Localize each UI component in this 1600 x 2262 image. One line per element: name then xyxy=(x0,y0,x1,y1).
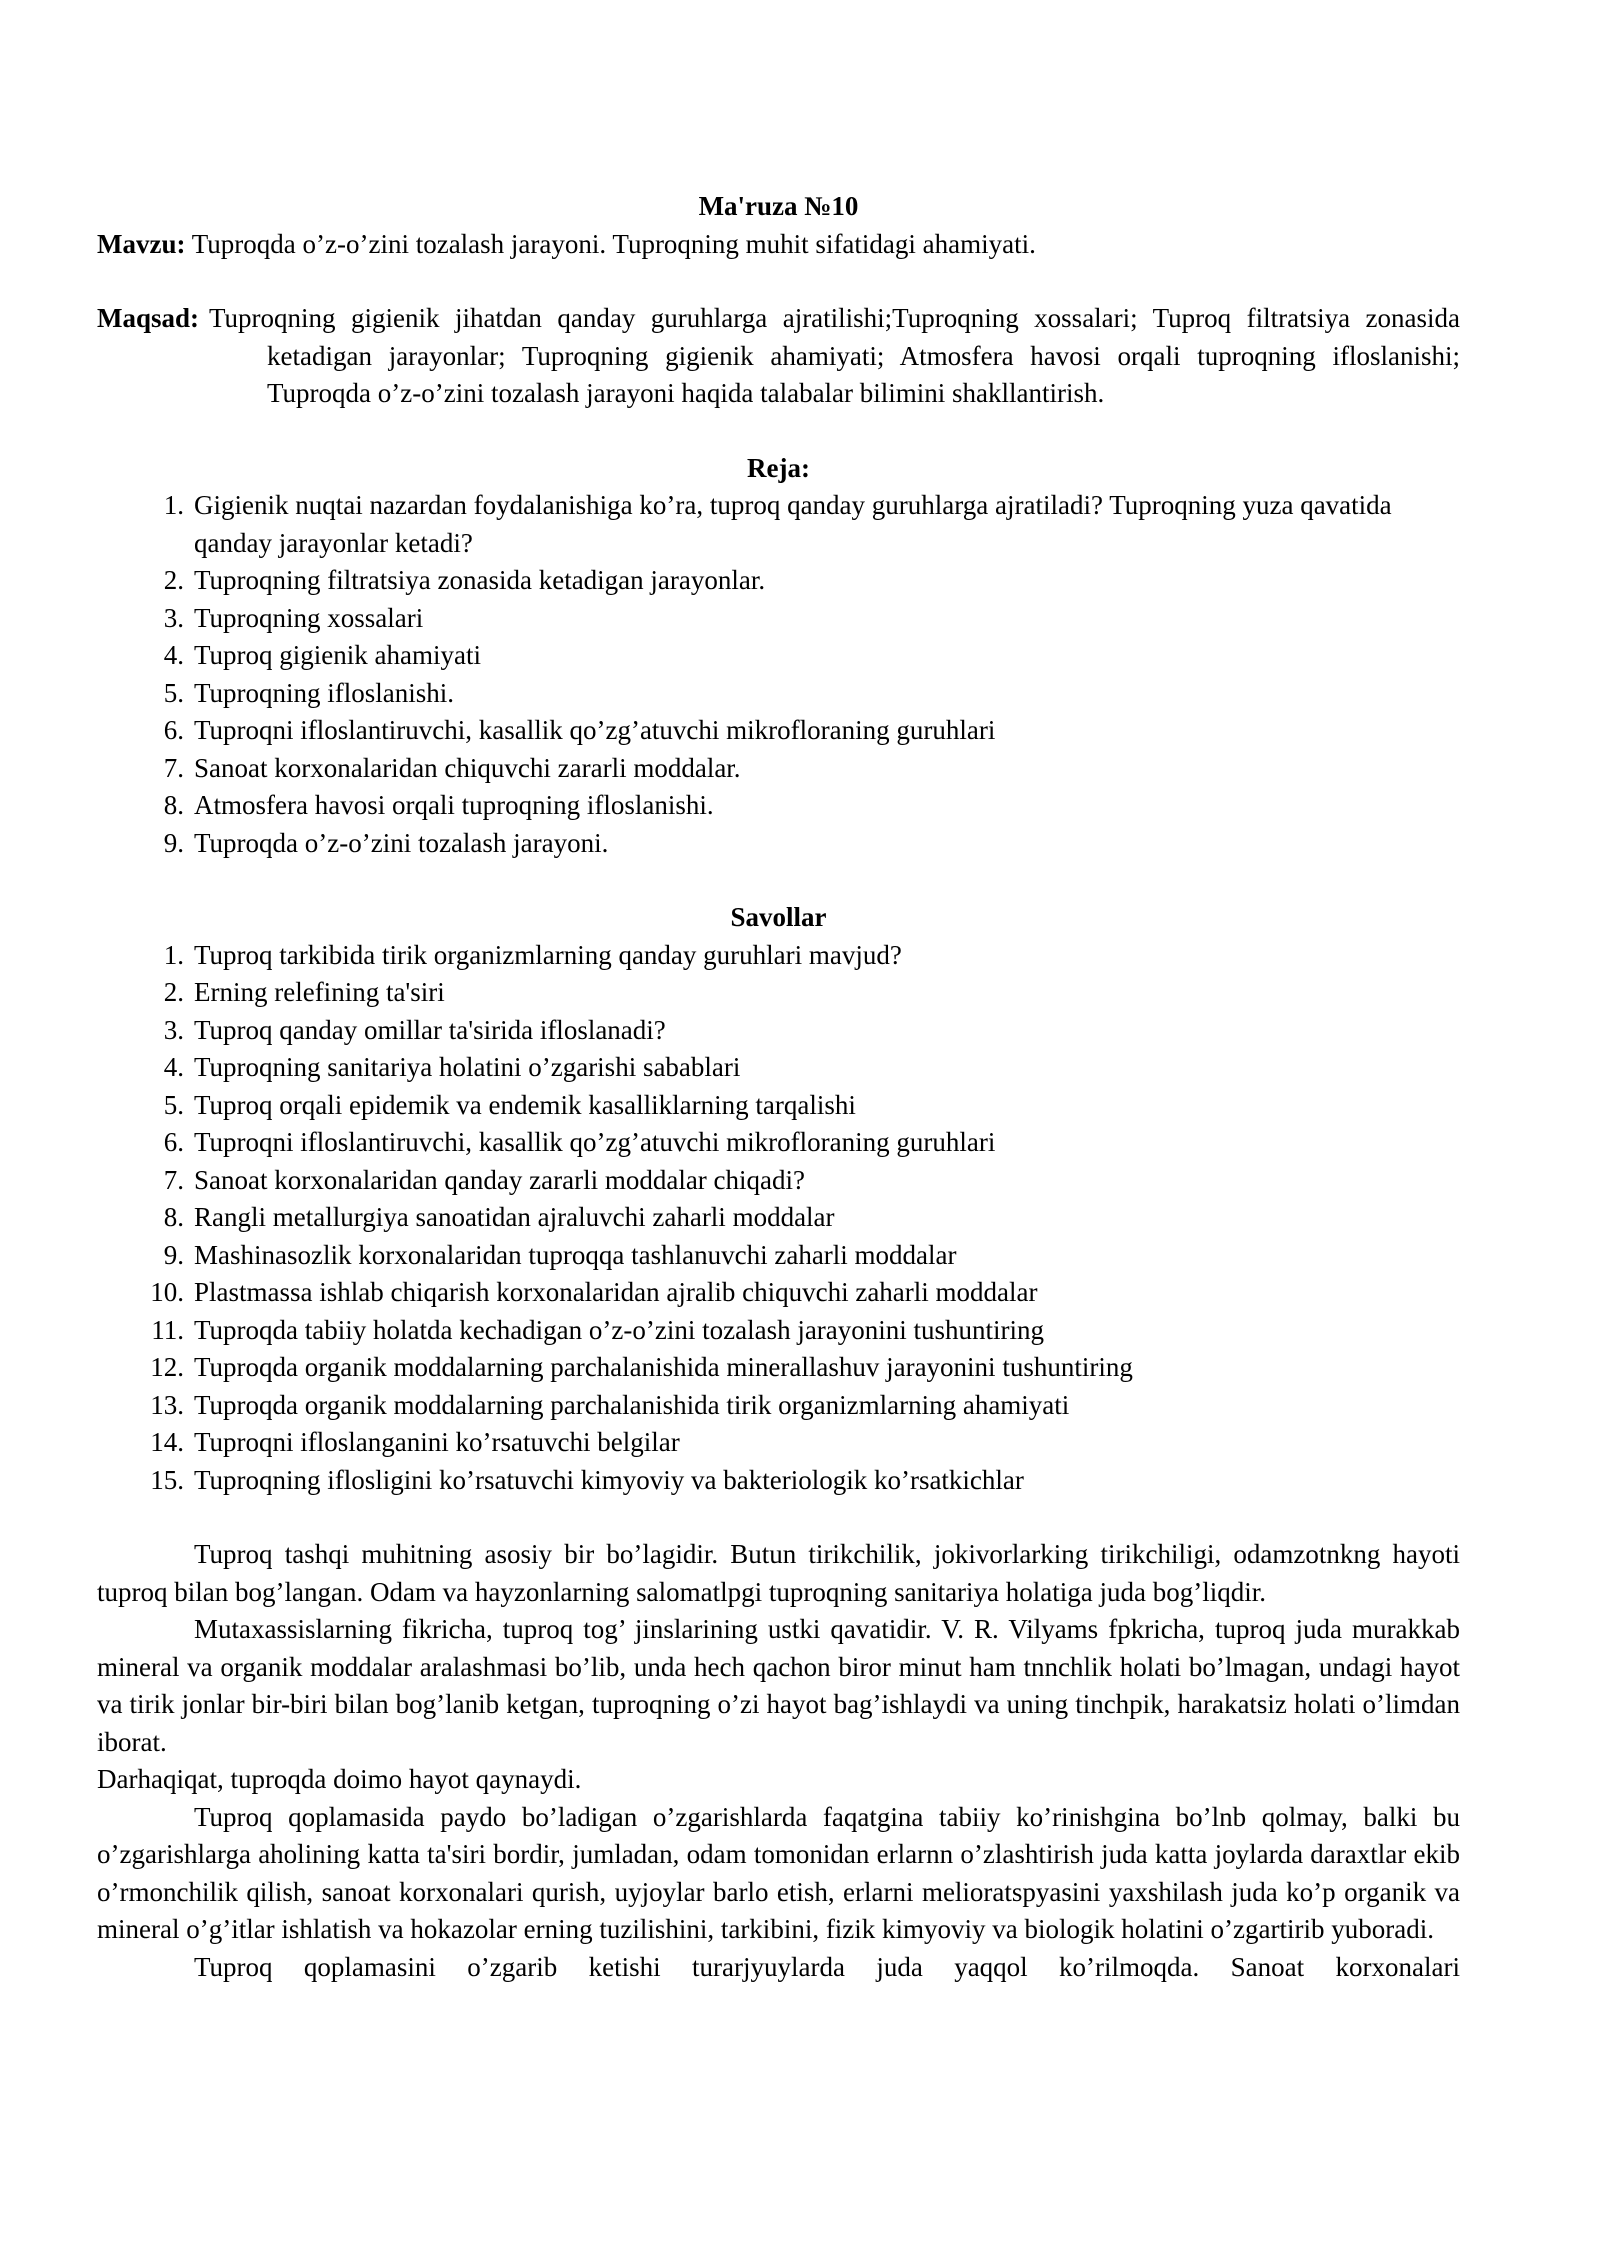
plan-item-number: 4. xyxy=(163,640,184,670)
plan-item-text: Tuproqning ifloslanishi. xyxy=(194,677,455,708)
plan-item xyxy=(97,487,1460,562)
question-item-number: 3. xyxy=(163,1014,184,1045)
body-paragraph: Darhaqiqat, tuproqda doimo hayot qaynaydi. xyxy=(97,1764,582,1794)
plan-item-text: Gigienik nuqtai nazardan foydalanishiga ko’ra, tuproq qanday guruhlarga ajratiladi? Tuproqning yuza qavatida qanday jarayonlar ketadi? xyxy=(194,490,1392,558)
plan-heading: Reja: xyxy=(747,452,810,483)
question-item xyxy=(97,1124,1460,1162)
plan-item-text: Atmosfera havosi orqali tuproqning ifloslanishi. xyxy=(194,790,714,820)
question-item-text: Tuproqning iflosligini ko’rsatuvchi kimyoviy va bakteriologik ko’rsatkichlar xyxy=(194,1464,1024,1495)
question-item-text: Tuproqni ifloslantiruvchi, kasallik qo’zg’atuvchi mikrofloraning guruhlari xyxy=(194,1127,996,1157)
question-item-text: Tuproqni ifloslanganini ko’rsatuvchi belgilar xyxy=(194,1427,680,1457)
question-item-text: Plastmassa ishlab chiqarish korxonalaridan ajralib chiquvchi zaharli moddalar xyxy=(194,1277,1038,1307)
question-item xyxy=(97,1012,1460,1050)
question-item xyxy=(97,1387,1460,1425)
question-item xyxy=(97,937,1460,975)
goal-paragraph xyxy=(97,300,1460,413)
plan-item xyxy=(97,787,1460,825)
plan-item-text: Tuproqda o’z-o’zini tozalash jarayoni. xyxy=(194,827,609,858)
plan-item xyxy=(97,750,1460,788)
question-item xyxy=(97,1312,1460,1350)
question-item xyxy=(97,1349,1460,1387)
question-item-text: Tuproq tarkibida tirik organizmlarning qanday guruhlari mavjud? xyxy=(194,939,902,970)
plan-item xyxy=(97,675,1460,713)
body-paragraph: Tuproq tashqi muhitning asosiy bir bo’lagidir. Butun tirikchilik, jokivorlarking tirikchiligi, odamzotnkng hayoti tuproq bilan bog’langan. Odam va hayzonlarning salomatlpgi tuproqning sanitariya holatiga juda bog’liqdir. xyxy=(97,1539,1460,1607)
question-item-text: Tuproq orqali epidemik va endemik kasalliklarning tarqalishi xyxy=(194,1089,856,1120)
document-page xyxy=(97,188,1460,1986)
plan-item xyxy=(97,712,1460,750)
plan-item-text: Tuproqning filtratsiya zonasida ketadigan jarayonlar. xyxy=(194,565,766,595)
question-item xyxy=(97,1199,1460,1237)
plan-item-number: 5. xyxy=(163,677,184,708)
question-item xyxy=(97,1087,1460,1125)
plan-item xyxy=(97,825,1460,863)
plan-item xyxy=(97,637,1460,675)
plan-item-number: 9. xyxy=(163,827,184,858)
question-item-text: Tuproq qanday omillar ta'sirida ifloslanadi? xyxy=(194,1014,666,1045)
plan-item-text: Tuproq gigienik ahamiyati xyxy=(194,640,481,670)
question-item-number: 7. xyxy=(163,1164,184,1195)
question-item-number: 8. xyxy=(163,1202,184,1232)
question-item-number: 15. xyxy=(150,1464,184,1495)
plan-item-text: Tuproqni ifloslantiruvchi, kasallik qo’zg’atuvchi mikrofloraning guruhlari xyxy=(194,715,996,745)
question-item-number: 5. xyxy=(163,1089,184,1120)
plan-item-text: Sanoat korxonalaridan chiquvchi zararli moddalar. xyxy=(194,752,741,783)
body-paragraph: Tuproq qoplamasini o’zgarib ketishi turarjyuylarda juda yaqqol ko’rilmoqda. Sanoat korxonalari xyxy=(194,1951,1460,1982)
question-item xyxy=(97,1462,1460,1500)
question-item-number: 1. xyxy=(163,939,184,970)
plan-item-number: 6. xyxy=(163,715,184,745)
question-item-number: 12. xyxy=(150,1352,184,1382)
question-item-text: Tuproqning sanitariya holatini o’zgarishi sabablari xyxy=(194,1052,741,1082)
plan-item xyxy=(97,600,1460,638)
plan-item-number: 2. xyxy=(163,565,184,595)
question-item xyxy=(97,1274,1460,1312)
topic-text: Tuproqda o’z-o’zini tozalash jarayoni. Tuproqning muhit sifatidagi ahamiyati. xyxy=(185,228,1036,259)
question-item-text: Tuproqda tabiiy holatda kechadigan o’z-o’zini tozalash jarayonini tushuntiring xyxy=(194,1314,1045,1345)
question-item-number: 6. xyxy=(163,1127,184,1157)
question-item xyxy=(97,1237,1460,1275)
body-paragraph: Mutaxassislarning fikricha, tuproq tog’ jinslarining ustki qavatidir. V. R. Vilyams fpkricha, tuproq juda murakkab mineral va organik moddalar aralashmasi bo’lib, unda hech qachon biror minut ham tnnchlik holati bo’lmagan, undagi hayot va tirik jonlar bir-biri bilan bog’lanib ketgan, tuproqning o’zi hayot bag’ishlaydi va uning tinchpik, harakatsiz holati o’limdan iborat. xyxy=(97,1614,1460,1757)
plan-item-number: 8. xyxy=(163,790,184,820)
question-item xyxy=(97,1162,1460,1200)
question-item-text: Sanoat korxonalaridan qanday zararli moddalar chiqadi? xyxy=(194,1164,805,1195)
topic-line xyxy=(97,226,1460,264)
question-item-number: 2. xyxy=(163,977,184,1007)
plan-item-text: Tuproqning xossalari xyxy=(194,602,424,633)
plan-item-number: 7. xyxy=(163,752,184,783)
question-item-number: 10. xyxy=(150,1277,184,1307)
question-item-number: 11. xyxy=(151,1314,184,1345)
goal-label: Maqsad: xyxy=(97,303,200,333)
plan-item-number: 3. xyxy=(163,602,184,633)
question-item xyxy=(97,1424,1460,1462)
question-item xyxy=(97,974,1460,1012)
plan-list xyxy=(97,487,1460,862)
question-item-text: Tuproqda organik moddalarning parchalanishida tirik organizmlarning ahamiyati xyxy=(194,1389,1070,1420)
question-item-number: 14. xyxy=(150,1427,184,1457)
question-item-number: 9. xyxy=(163,1239,184,1270)
plan-item-number: 1. xyxy=(163,490,184,520)
question-item-number: 13. xyxy=(150,1389,184,1420)
question-item-text: Tuproqda organik moddalarning parchalanishida minerallashuv jarayonini tushuntiring xyxy=(194,1352,1133,1382)
question-item-text: Mashinasozlik korxonalaridan tuproqqa tashlanuvchi zaharli moddalar xyxy=(194,1239,957,1270)
question-item xyxy=(97,1049,1460,1087)
plan-item xyxy=(97,562,1460,600)
topic-label: Mavzu: xyxy=(97,228,186,259)
question-item-text: Erning relefining ta'siri xyxy=(194,977,445,1007)
question-item-number: 4. xyxy=(163,1052,184,1082)
questions-heading: Savollar xyxy=(730,902,827,932)
goal-text: Tuproqning gigienik jihatdan qanday guruhlarga ajratilishi;Tuproqning xossalari; Tuproq filtratsiya zonasida ketadigan jarayonlar; Tuproqning gigienik ahamiyati; Atmosfera havosi orqali tuproqning ifloslanishi; Tuproqda o’z-o’zini tozalash jarayoni haqida talabalar bilimini shakllantirish. xyxy=(209,303,1460,408)
question-item-text: Rangli metallurgiya sanoatidan ajraluvchi zaharli moddalar xyxy=(194,1202,835,1232)
lecture-title: Ma'ruza №10 xyxy=(698,191,859,221)
questions-list xyxy=(97,937,1460,1500)
body-paragraph: Tuproq qoplamasida paydo bo’ladigan o’zgarishlarda faqatgina tabiiy ko’rinishgina bo’lnb qolmay, balki bu o’zgarishlarga aholining katta ta'siri bordir, jumladan, odam tomonidan erlarnn o’zlashtirish juda katta joylarda daraxtlar ekib o’rmonchilik qilish, sanoat korxonalari qurish, uyjoylar barlo etish, erlarni melioratspyasini yaxshilash juda ko’p organik va mineral o’g’itlar ishlatish va hokazolar erning tuzilishini, tarkibini, fizik kimyoviy va biologik holatini o’zgartirib yuboradi. xyxy=(97,1801,1460,1944)
